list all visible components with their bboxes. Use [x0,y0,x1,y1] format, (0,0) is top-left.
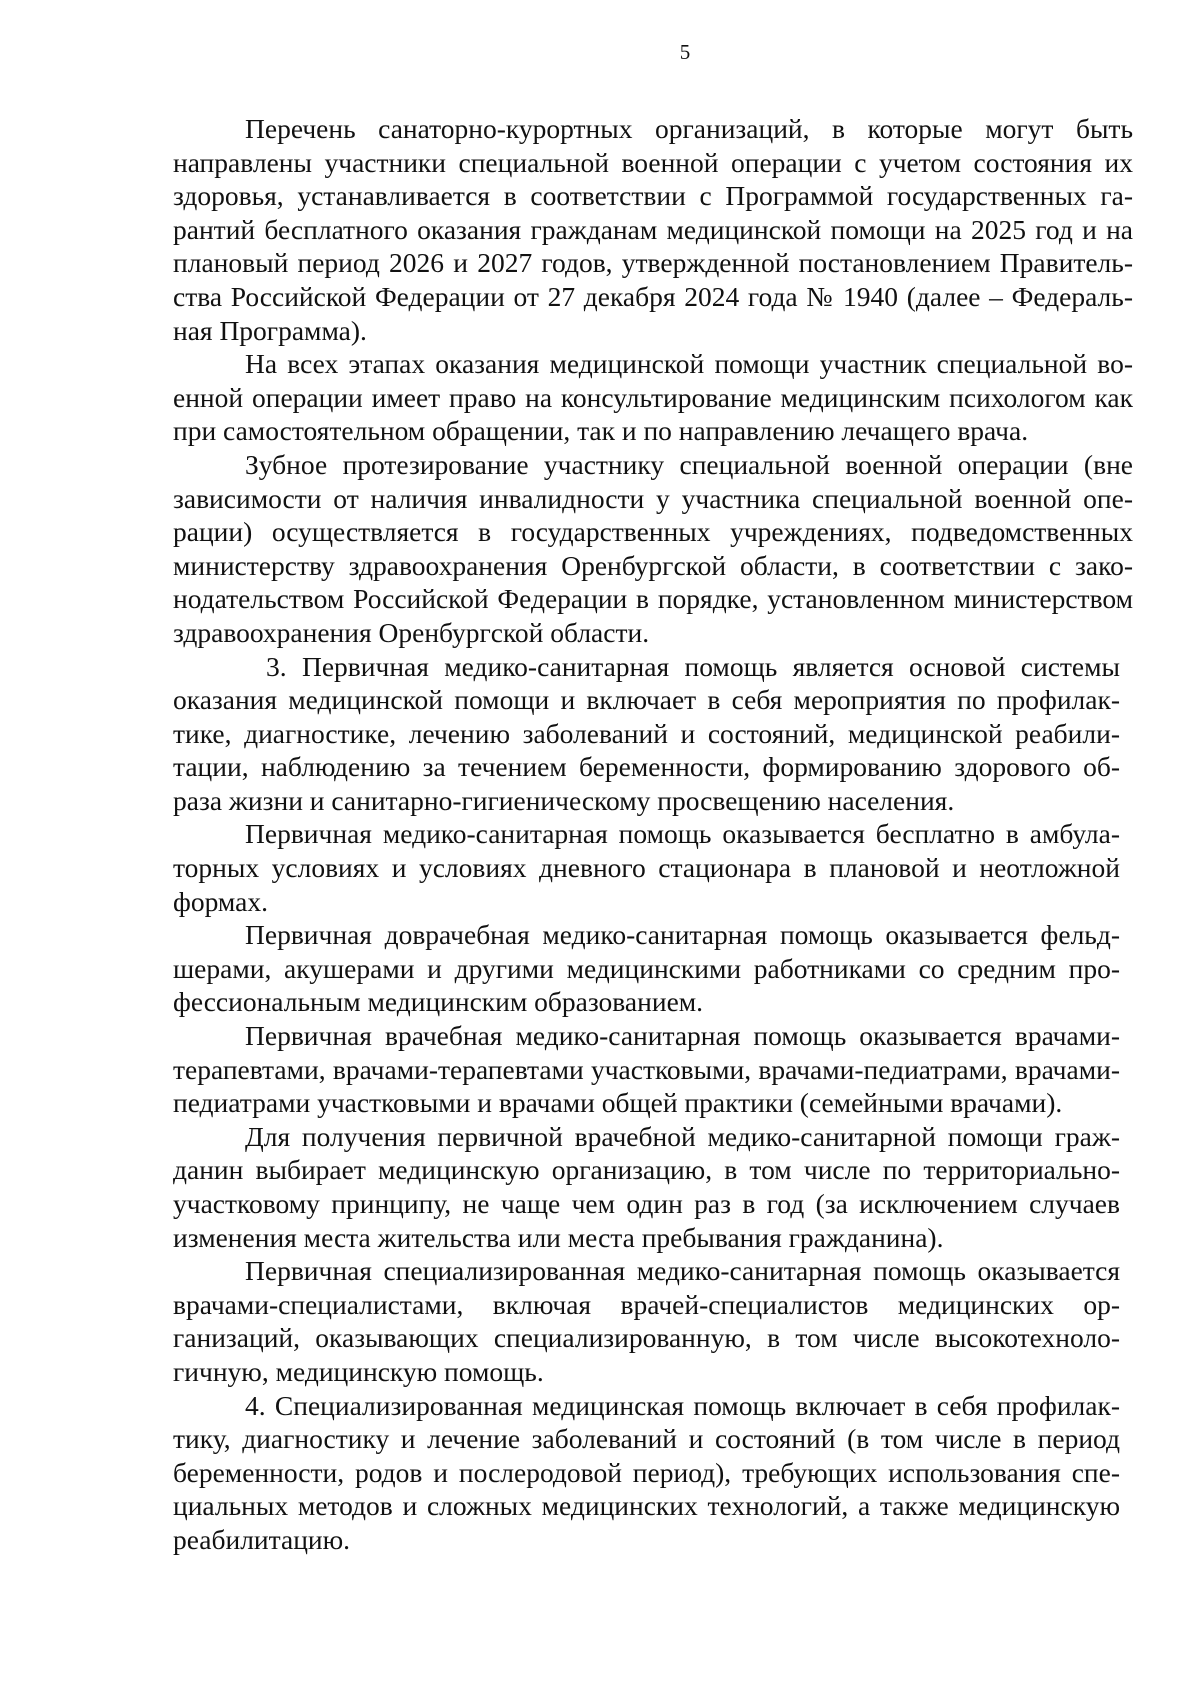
document-body [173,112,1133,1557]
paragraph-physician-care: Первичная врачебная медико-санитарная помощь оказывается врачами-терапевтами, врачами-терапевтами участковыми, врачами-педиатрами, врачами-педиатрами участковыми и врачами общей практики (семейными врачами). [173,1020,1120,1119]
paragraph-organization-choice: Для получения первичной врачебной медико-санитарной помощи гражданин выбирает медицинскую организацию, в том числе по территориально-участковому принципу, не чаще чем один раз в год (за исключением случаев изменения места жительства или места пребывания гражданина). [173,1120,1120,1253]
paragraph-primary-care-free: Первичная медико-санитарная помощь оказывается бесплатно в амбулаторных условиях и условиях дневного стационара в плановой и неотложной формах. [173,818,1120,917]
paragraph-pre-physician-care: Первичная доврачебная медико-санитарная помощь оказывается фельдшерами, акушерами и другими медицинскими работниками со средним профессиональным медицинским образованием. [173,919,1120,1018]
paragraph-dental-prosthetics: Зубное протезирование участнику специальной военной операции (вне зависимости от наличия инвалидности у участника специальной военной операции) осуществляется в государственных учреждениях, подведомственных министерству здравоохранения Оренбургской области, в соответствии с законодательством Российской Федерации в порядке, установленном министерством здравоохранения Оренбургской области. [173,448,1133,648]
paragraph-psychologist-consultation: На всех этапах оказания медицинской помощи участник специальной военной операции имеет право на консультирование медицинским психологом как при самостоятельном обращении, так и по направлению лечащего врача. [173,348,1133,447]
paragraph-item-4-specialized-care: 4. Специализированная медицинская помощь включает в себя профилактику, диагностику и лечение заболеваний и состояний (в том числе в период беременности, родов и послеродовой период), требующих использования специальных методов и сложных медицинских технологий, а также медицинскую реабилитацию. [173,1389,1120,1555]
paragraph-item-3-primary-care: 3. Первичная медико-санитарная помощь является основой системы оказания медицинской помощи и включает в себя мероприятия по профилактике, диагностике, лечению заболеваний и состояний, медицинской реабилитации, наблюдению за течением беременности, формированию здорового образа жизни и санитарно-гигиеническому просвещению населения. [173,650,1120,816]
page-number: 5 [679,40,691,64]
paragraph-specialized-primary-care: Первичная специализированная медико-санитарная помощь оказывается врачами-специалистами, включая врачей-специалистов медицинских организаций, оказывающих специализированную, в том числе высокотехнологичную, медицинскую помощь. [173,1255,1120,1387]
paragraph-sanatorium-list: Перечень санаторно-курортных организаций, в которые могут быть направлены участники специальной военной операции с учетом состояния их здоровья, устанавливается в соответствии с Программой государственных гарантий бесплатного оказания гражданам медицинской помощи на 2025 год и на плановый период 2026 и 2027 годов, утвержденной постановлением Правительства Российской Федерации от 27 декабря 2024 года № 1940 (далее – Федеральная Программа). [173,113,1133,346]
